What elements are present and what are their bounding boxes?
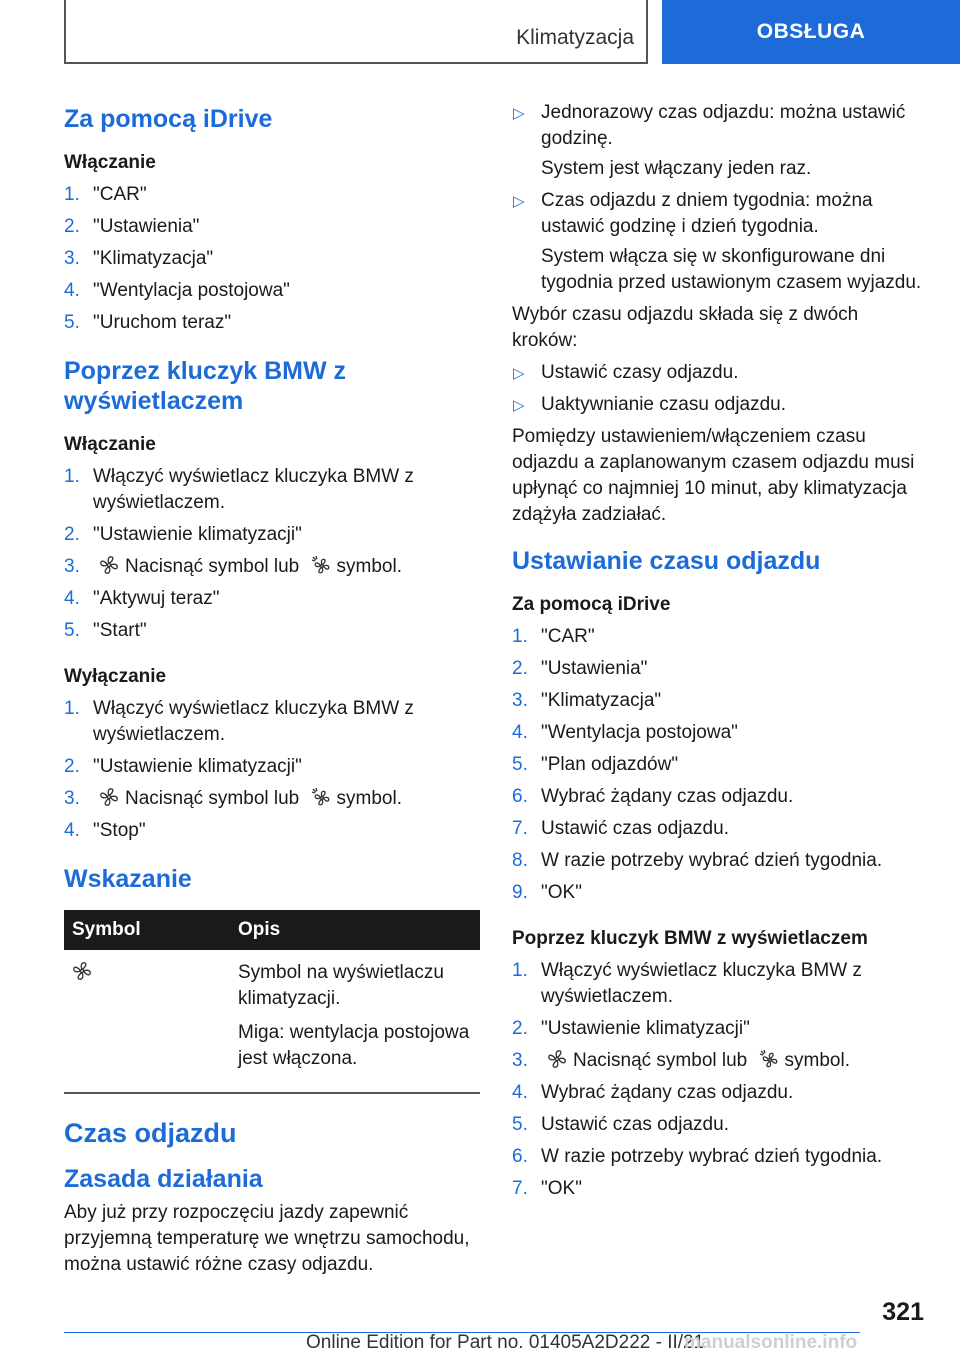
list-item: 1. "CAR" <box>64 184 147 205</box>
list-item: 8. W razie potrzeby wybrać dzień tygodnia. <box>512 850 883 871</box>
page-number: 321 <box>882 1298 924 1326</box>
list-item: 1. Włączyć wyświetlacz kluczyka BMW z wyświetlaczem. <box>64 698 414 745</box>
list-item: 3. "Klimatyzacja" <box>512 690 662 711</box>
choice-text: Wybór czasu odjazdu składa się z dwóch kroków: <box>512 304 859 351</box>
principle-text: Aby już przy rozpoczęciu jazdy zapewnić przyjemną temperaturę we wnętrzu samochodu, można ustawić różne czasy odjazdu. <box>64 1202 470 1275</box>
fan-icon <box>99 555 119 575</box>
list-item: 2. "Ustawienia" <box>512 658 648 679</box>
list-item: 3. Nacisnąć symbol lub symbol. <box>64 556 402 577</box>
note-text: Pomiędzy ustawieniem/włączeniem czasu odjazdu a zaplanowanym czasem odjazdu musi upłynąć co najmniej 10 minut, aby klimatyzacja zdążyła zadziałać. <box>512 426 915 525</box>
list-item: 2. "Ustawienie klimatyzacji" <box>64 756 302 777</box>
chapter-title-departure: Czas odjazdu <box>64 1118 237 1148</box>
left-column <box>64 100 480 1284</box>
key-on-steps <box>64 464 480 644</box>
subheading-on: Włączanie <box>64 152 156 173</box>
list-item: 6. Wybrać żądany czas odjazdu. <box>512 786 794 807</box>
list-item: 3. "Klimatyzacja" <box>64 248 214 269</box>
key-off-steps <box>64 696 480 844</box>
table-header-symbol: Symbol <box>64 910 230 950</box>
list-item: 2. "Ustawienia" <box>64 216 200 237</box>
list-item: 3. Nacisnąć symbol lub symbol. <box>512 1050 850 1071</box>
right-column <box>512 100 928 1222</box>
section-title-set-departure: Ustawianie czasu odjazdu <box>512 547 821 575</box>
list-item: 1. Włączyć wyświetlacz kluczyka BMW z wyświetlaczem. <box>64 466 414 513</box>
departure-types-list <box>512 100 928 296</box>
list-item: ▷ Czas odjazdu z dniem tygodnia: można ustawić godzinę i dzień tygodnia. System włącza się w skonfigurowane dni tygodnia przed ustawionym czasem wyjazdu. <box>513 190 922 293</box>
fan-icon <box>99 787 119 807</box>
list-item: 4. "Wentylacja postojowa" <box>512 722 738 743</box>
header-chapter-tab: OBSŁUGA <box>662 0 960 64</box>
list-item: 6. W razie potrzeby wybrać dzień tygodnia. <box>512 1146 883 1167</box>
list-item: 1. Włączyć wyświetlacz kluczyka BMW z wyświetlaczem. <box>512 960 862 1007</box>
fan-icon <box>72 961 92 981</box>
subheading-key-off: Wyłączanie <box>64 666 167 687</box>
list-item: 3. Nacisnąć symbol lub symbol. <box>64 788 402 809</box>
fan-blinking-icon <box>311 787 331 807</box>
header-section-title: Klimatyzacja <box>516 26 634 49</box>
list-item: ▷ Jednorazowy czas odjazdu: można ustawić godzinę. System jest włączany jeden raz. <box>513 102 906 179</box>
fan-icon <box>547 1049 567 1069</box>
list-item: 5. "Plan odjazdów" <box>512 754 679 775</box>
watermark-text: manualsonline.info <box>684 1332 858 1353</box>
idrive-on-steps <box>64 182 480 336</box>
list-item: 5. "Uruchom teraz" <box>64 312 232 333</box>
subheading-key-on: Włączanie <box>64 434 156 455</box>
list-item: 4. "Wentylacja postojowa" <box>64 280 290 301</box>
subheading-idrive: Za pomocą iDrive <box>512 594 671 615</box>
list-item: 7. Ustawić czas odjazdu. <box>512 818 729 839</box>
list-item: 4. "Stop" <box>64 820 146 841</box>
table-cell-desc: Symbol na wyświetlaczu klimatyzacji. <box>238 962 444 1009</box>
list-item: 4. Wybrać żądany czas odjazdu. <box>512 1082 794 1103</box>
table-cell-desc: Miga: wentylacja postojowa jest włączona. <box>238 1022 470 1069</box>
fan-blinking-icon <box>311 555 331 575</box>
section-title-key: Poprzez kluczyk BMW z wyświetlaczem <box>64 357 346 415</box>
list-item: 5. "Start" <box>64 620 147 641</box>
table-row <box>64 950 480 1093</box>
choice-steps-list <box>512 360 928 418</box>
list-item: 7. "OK" <box>512 1178 582 1199</box>
section-title-indicator: Wskazanie <box>64 865 192 893</box>
subheading-key: Poprzez kluczyk BMW z wyświetlaczem <box>512 928 868 949</box>
list-item: 1. "CAR" <box>512 626 595 647</box>
list-item: 5. Ustawić czas odjazdu. <box>512 1114 729 1135</box>
edition-text: Online Edition for Part no. 01405A2D222 - II/21 <box>306 1332 705 1353</box>
table-header-description: Opis <box>230 910 480 950</box>
list-item: ▷ Ustawić czasy odjazdu. <box>513 362 739 383</box>
list-item: 2. "Ustawienie klimatyzacji" <box>64 524 302 545</box>
list-item: ▷ Uaktywnianie czasu odjazdu. <box>513 394 787 415</box>
fan-blinking-icon <box>759 1049 779 1069</box>
list-item: 2. "Ustawienie klimatyzacji" <box>512 1018 750 1039</box>
list-item: 4. "Aktywuj teraz" <box>64 588 220 609</box>
symbol-table <box>64 910 480 1094</box>
set-key-steps <box>512 958 928 1202</box>
section-title-idrive: Za pomocą iDrive <box>64 105 273 133</box>
list-item: 9. "OK" <box>512 882 582 903</box>
section-title-principle: Zasada działania <box>64 1165 263 1193</box>
set-idrive-steps <box>512 624 928 906</box>
